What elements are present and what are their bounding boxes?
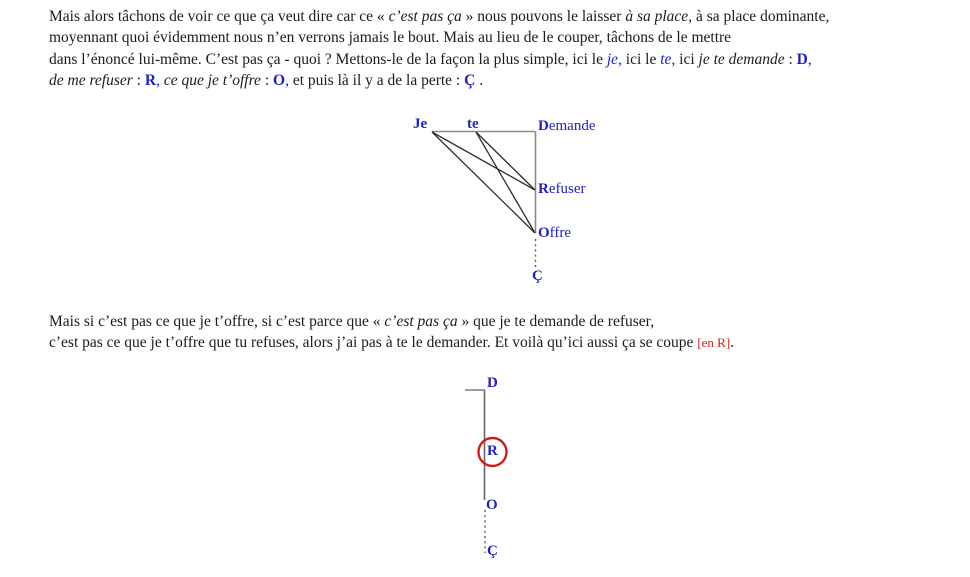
- text-segment: ici: [675, 50, 699, 68]
- text-segment: je,: [606, 50, 622, 68]
- text-segment: dans l’énoncé lui-même. C’est pas ça - quoi ? Mettons-le de la façon la plus simple, ici le: [49, 50, 607, 68]
- label-je: Je: [413, 116, 428, 132]
- paragraph-1-line-4: [49, 70, 829, 91]
- text-segment: je te demande: [698, 50, 785, 68]
- text-segment: ici le: [621, 50, 661, 68]
- label-te: te: [467, 116, 479, 132]
- label-c: Ç: [487, 543, 498, 559]
- label-offre: [538, 225, 571, 242]
- text-segment: ce que je t’offre: [163, 71, 261, 89]
- label-refuser-rest: efuser: [548, 181, 586, 197]
- text-segment: D: [796, 50, 808, 68]
- text-segment: , à sa place dominante,: [688, 8, 830, 25]
- paragraph-2: [49, 311, 734, 354]
- text-segment: de me refuser: [49, 71, 133, 89]
- label-offre-rest: ffre: [549, 225, 572, 241]
- text-segment: :: [260, 71, 273, 89]
- text-segment: ,: [285, 71, 289, 89]
- label-demande-initial: D: [538, 118, 549, 134]
- paragraph-1-line-3: [49, 49, 829, 70]
- text-segment: .: [730, 334, 735, 352]
- label-o: O: [486, 497, 498, 513]
- text-segment: :: [784, 50, 797, 68]
- text-segment: c’est pas ça: [384, 313, 458, 330]
- text-segment: [en R]: [697, 335, 731, 351]
- d1-je-refuser-line: [432, 132, 535, 190]
- paragraph-2-line-2: [49, 332, 734, 353]
- text-segment: O: [273, 71, 286, 89]
- label-perte: Ç: [532, 268, 543, 284]
- label-offre-initial: O: [538, 225, 550, 241]
- text-segment: » nous pouvons le laisser: [461, 8, 626, 25]
- label-refuser-initial: R: [538, 181, 549, 197]
- label-refuser: [538, 181, 586, 198]
- text-segment: à sa place: [625, 8, 689, 25]
- d1-je-offre-line: [432, 132, 535, 233]
- label-demande-rest: emande: [548, 118, 596, 134]
- text-segment: et puis là il y a de la perte :: [288, 71, 465, 89]
- text-segment: moyennant quoi évidemment nous n’en verrons jamais le bout. Mais au lieu de le couper, tâchons de le mettre: [49, 29, 732, 47]
- text-segment: Mais alors tâchons de voir ce que ça veut dire car ce «: [49, 8, 389, 25]
- text-segment: Mais si c’est pas ce que je t’offre, si c’est parce que «: [49, 313, 385, 330]
- diagram-demande-refuser-offre: [400, 112, 610, 292]
- d1-te-offre-line: [476, 132, 535, 233]
- text-segment: ,: [807, 50, 812, 68]
- diagram-coupure-en-r: [450, 372, 540, 577]
- paragraph-1: [49, 6, 829, 91]
- diagram1-lines: [400, 112, 610, 292]
- text-segment: R: [144, 71, 157, 89]
- text-segment: te,: [660, 50, 676, 68]
- text-segment: :: [132, 71, 145, 89]
- text-segment: c’est pas ce que je t’offre que tu refuses, alors j’ai pas à te le demander. Et voilà qu’ici aussi ça se coupe: [49, 334, 698, 352]
- text-segment: Ç: [464, 71, 476, 89]
- text-segment: ,: [156, 71, 160, 89]
- label-r: R: [487, 443, 498, 459]
- paragraph-1-line-2: [49, 27, 829, 48]
- paragraph-1-line-1: [49, 6, 829, 27]
- label-demande: [538, 118, 595, 135]
- text-segment: c’est pas ça: [388, 8, 462, 25]
- paragraph-2-line-1: [49, 311, 734, 332]
- text-segment: .: [475, 71, 484, 89]
- label-d: D: [487, 375, 498, 391]
- text-segment: » que je te demande de refuser,: [457, 313, 655, 330]
